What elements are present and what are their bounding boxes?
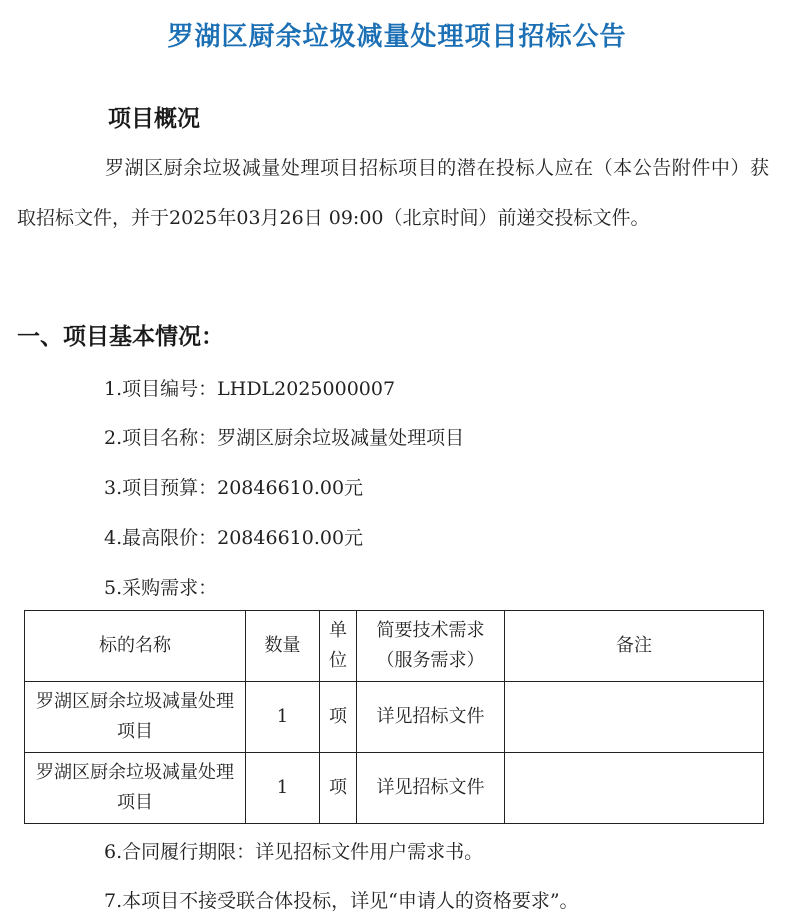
cell-quantity: 1 [246,753,320,824]
page-title: 罗湖区厨余垃圾减量处理项目招标公告 [167,22,627,52]
item-max-price: 4.最高限价：20846610.00元 [104,527,364,549]
item-consortium-note: 7.本项目不接受联合体投标，详见“申请人的资格要求”。 [104,890,579,912]
cell-remarks [505,753,764,824]
cell-quantity: 1 [246,682,320,753]
cell-unit: 项 [320,753,357,824]
item-contract-period: 6.合同履行期限：详见招标文件用户需求书。 [104,841,484,863]
overview-heading: 项目概况 [108,105,200,132]
item-project-budget: 3.项目预算：20846610.00元 [104,477,364,499]
cell-item-name: 罗湖区厨余垃圾减量处理项目 [25,682,246,753]
cell-remarks [505,682,764,753]
table-row [25,682,764,753]
header-quantity: 数量 [246,611,320,682]
item-procurement-needs: 5.采购需求： [104,577,218,599]
table-header-row [25,611,764,682]
item-project-name: 2.项目名称：罗湖区厨余垃圾减量处理项目 [104,427,465,449]
cell-tech-requirements: 详见招标文件 [357,753,505,824]
cell-unit: 项 [320,682,357,753]
header-tech-requirements: 简要技术需求（服务需求） [357,611,505,682]
table-row [25,753,764,824]
cell-item-name: 罗湖区厨余垃圾减量处理项目 [25,753,246,824]
header-unit: 单位 [320,611,357,682]
item-project-number: 1.项目编号：LHDL2025000007 [104,378,396,400]
header-remarks: 备注 [505,611,764,682]
cell-tech-requirements: 详见招标文件 [357,682,505,753]
header-item-name: 标的名称 [25,611,246,682]
requirements-table [24,610,764,824]
section-heading-basic-info: 一、项目基本情况： [17,323,224,350]
overview-text: 罗湖区厨余垃圾减量处理项目招标项目的潜在投标人应在（本公告附件中）获取招标文件，并于2025年03月26日 09:00（北京时间）前递交投标文件。 [17,157,769,229]
